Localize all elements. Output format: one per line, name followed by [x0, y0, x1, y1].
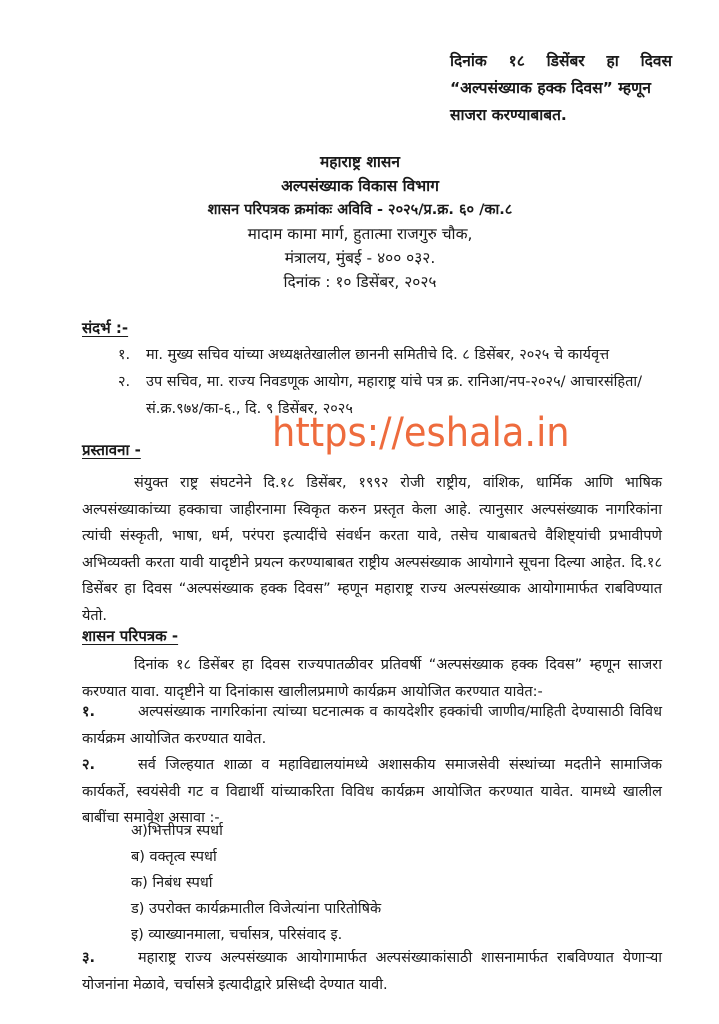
item-text: महाराष्ट्र राज्य अल्पसंख्याक आयोगामार्फत अल्पसंख्याकांसाठी शासनामार्फत राबविण्यात येणाऱ्या योजनांना मेळावे, चर्चासत्रे इत्यादीद्वारे प्रसिध्दी देण्यात यावी.	[82, 950, 662, 993]
item-text: सर्व जिल्हयात शाळा व महाविद्यालयांमध्ये अशासकीय समाजसेवी संस्थांच्या मदतीने सामाजिक कार्यकर्ते, स्वयंसेवी गट व विद्यार्थी यांच्याकरिता विविध कार्यक्रम आयोजित करण्यात यावेत. यामध्ये खालील बाबींचा समावेश असावा :-	[82, 757, 662, 826]
item-text: अल्पसंख्याक नागरिकांना त्यांच्या घटनात्मक व कायदेशीर हक्कांची जाणीव/माहिती देण्यासाठी विविध कार्यक्रम आयोजित करण्यात यावेत.	[82, 704, 662, 747]
subject-word: हा	[606, 52, 619, 70]
reference-number: २.	[118, 374, 131, 390]
department-name: अल्पसंख्याक विकास विभाग	[281, 177, 439, 195]
circular-date: दिनांक : १० डिसेंबर, २०२५	[283, 273, 437, 291]
activity-sublist	[131, 818, 381, 948]
sub-item: अ)भित्तीपत्र स्पर्धा	[131, 823, 223, 839]
item-number: २.	[82, 757, 96, 773]
sub-item: ड) उपरोक्त कार्यक्रमातील विजेत्यांना पारितोषिके	[131, 901, 382, 917]
subject-line-2: “अल्पसंख्याक हक्क दिवस” म्हणून	[450, 79, 651, 97]
subject-block	[450, 48, 672, 129]
circular-item-3	[82, 945, 662, 998]
watermark-url: https://eshala.in	[272, 410, 570, 456]
reference-number: १.	[118, 347, 131, 363]
letterhead	[100, 150, 620, 294]
preamble-heading: प्रस्तावना -	[82, 441, 141, 459]
references-heading: संदर्भ :-	[82, 319, 129, 337]
subject-word: दिवस	[640, 52, 672, 70]
circular-item-1	[82, 699, 662, 752]
address-line-1: मादाम कामा मार्ग, हुतात्मा राजगुरु चौक,	[247, 225, 473, 243]
subject-word: दिनांक	[450, 52, 487, 70]
sub-item: ब) वक्तृत्व स्पर्धा	[131, 849, 217, 865]
sub-item: क) निबंध स्पर्धा	[131, 875, 213, 891]
preamble-paragraph	[82, 470, 662, 629]
item-number: ३.	[82, 950, 96, 966]
subject-word: १८	[508, 52, 525, 70]
government-name: महाराष्ट्र शासन	[320, 153, 400, 171]
circular-intro	[82, 652, 662, 705]
subject-word: डिसेंबर	[546, 52, 585, 70]
circular-intro-text: दिनांक १८ डिसेंबर हा दिवस राज्यपातळीवर प्रतिवर्षी “अल्पसंख्याक हक्क दिवस” म्हणून साजरा करण्यात यावा. यादृष्टीने या दिनांकास खालीलप्रमाणे कार्यक्रम आयोजित करण्यात यावेत:-	[82, 657, 662, 700]
preamble-text: संयुक्त राष्ट्र संघटनेने दि.१८ डिसेंबर, १९९२ रोजी राष्ट्रीय, वांशिक, धार्मिक आणि भाषिक अल्पसंख्याकांच्या हक्काचा जाहीरनामा स्विकृत करुन प्रस्तृत केला आहे. त्यानुसार अल्पसंख्याक नागरिकांना त्यांची संस्कृती, भाषा, धर्म, परंपरा इत्यादींचे संवर्धन करता यावे, तसेच याबाबतचे वैशिष्ट्यांची प्रभावीपणे अभिव्यक्ती करता यावी यादृष्टीने प्रयत्न करण्याबाबत राष्ट्रीय अल्पसंख्याक आयोगाने सूचना दिल्या आहेत. दि.१८ डिसेंबर हा दिवस “अल्पसंख्याक हक्क दिवस” म्हणून महाराष्ट्र राज्य अल्पसंख्याक आयोगामार्फत राबविण्यात येतो.	[82, 475, 662, 624]
address-line-2: मंत्रालय, मुंबई - ४०० ०३२.	[284, 249, 436, 267]
sub-item: इ) व्याख्यानमाला, चर्चासत्र, परिसंवाद इ.	[131, 927, 343, 943]
reference-text: उप सचिव, मा. राज्य निवडणूक आयोग, महाराष्ट्र यांचे पत्र क्र. रानिआ/नप-२०२५/ आचारसंहिता/सं.क्र.९७४/का-६., दि. ९ डिसेंबर, २०२५	[146, 374, 643, 417]
item-number: १.	[82, 704, 96, 720]
circular-heading: शासन परिपत्रक -	[82, 627, 179, 645]
subject-line-1	[450, 48, 672, 75]
subject-line-3: साजरा करण्याबाबत.	[450, 106, 567, 124]
reference-item	[118, 342, 698, 369]
circular-number: शासन परिपत्रक क्रमांकः अविवि - २०२५/प्र.क्र. ६० /का.८	[207, 202, 513, 218]
reference-text: मा. मुख्य सचिव यांच्या अध्यक्षतेखालील छाननी समितीचे दि. ८ डिसेंबर, २०२५ चे कार्यवृत्त	[146, 347, 610, 363]
